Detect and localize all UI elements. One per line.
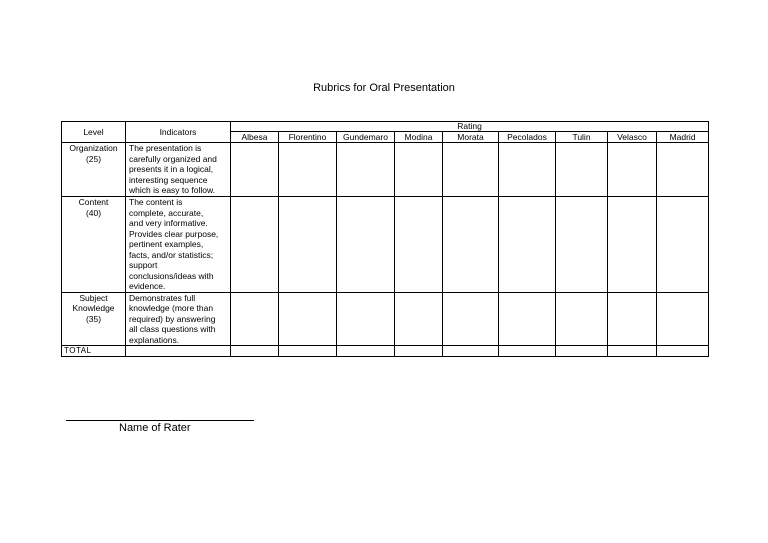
- level-name: Knowledge: [72, 303, 115, 313]
- rater-name: Albesa: [231, 132, 279, 143]
- page-title: Rubrics for Oral Presentation: [313, 82, 455, 94]
- header-rating: Rating: [231, 122, 709, 132]
- total-label: TOTAL: [62, 346, 126, 357]
- level-cell: [62, 143, 126, 197]
- level-points: (35): [85, 313, 102, 324]
- indicator-cell: [126, 143, 231, 197]
- total-cell[interactable]: [279, 346, 337, 357]
- rating-cell[interactable]: [499, 143, 556, 197]
- level-points: (40): [85, 207, 102, 218]
- rater-name: Morata: [443, 132, 499, 143]
- level-name: Organization: [69, 143, 118, 153]
- total-cell[interactable]: [608, 346, 657, 357]
- rater-name: Madrid: [657, 132, 709, 143]
- total-cell[interactable]: [657, 346, 709, 357]
- indicator-line: Provides clear purpose,: [129, 228, 219, 239]
- rater-name: Modina: [395, 132, 443, 143]
- table-row-content: [62, 197, 709, 293]
- rating-cell[interactable]: [657, 197, 709, 293]
- header-indicators: Indicators: [126, 122, 231, 143]
- rater-name: Velasco: [608, 132, 657, 143]
- indicator-line: carefully organized and: [129, 153, 217, 164]
- indicator-line: and very informative.: [129, 218, 208, 228]
- signature-label: Name of Rater: [119, 422, 191, 434]
- signature-line: [66, 420, 254, 421]
- indicator-line: conclusions/ideas with: [129, 270, 214, 281]
- total-cell[interactable]: [499, 346, 556, 357]
- level-points: (25): [85, 153, 102, 164]
- rating-cell[interactable]: [443, 143, 499, 197]
- rating-cell[interactable]: [337, 197, 395, 293]
- indicator-line: The presentation is: [129, 143, 202, 153]
- table-row-subject-knowledge: [62, 292, 709, 346]
- indicator-line: support: [129, 260, 158, 270]
- indicator-line: Demonstrates full: [129, 292, 196, 303]
- rating-cell[interactable]: [443, 292, 499, 346]
- rating-cell[interactable]: [231, 143, 279, 197]
- rating-cell[interactable]: [608, 197, 657, 293]
- total-cell[interactable]: [443, 346, 499, 357]
- rating-cell[interactable]: [556, 292, 608, 346]
- indicator-line: facts, and/or statistics;: [129, 249, 214, 260]
- indicator-line: pertinent examples,: [129, 239, 204, 249]
- level-name: Subject: [79, 292, 108, 303]
- indicator-line: presents it in a logical,: [129, 164, 214, 174]
- indicator-line: which is easy to follow.: [129, 185, 215, 195]
- indicator-line: required) by answering: [129, 313, 216, 324]
- rater-name: Gundemaro: [337, 132, 395, 143]
- rating-cell[interactable]: [395, 143, 443, 197]
- indicator-line: interesting sequence: [129, 174, 208, 185]
- indicator-cell: [126, 292, 231, 346]
- rubric-table: [61, 121, 709, 357]
- total-cell[interactable]: [126, 346, 231, 357]
- rating-cell[interactable]: [337, 143, 395, 197]
- rating-cell[interactable]: [556, 197, 608, 293]
- rating-cell[interactable]: [337, 292, 395, 346]
- rating-cell[interactable]: [499, 197, 556, 293]
- table-row-organization: [62, 143, 709, 197]
- indicator-line: The content is: [129, 197, 183, 207]
- total-cell[interactable]: [395, 346, 443, 357]
- indicator-line: all class questions with: [129, 324, 216, 334]
- header-level: Level: [62, 122, 126, 143]
- total-cell[interactable]: [337, 346, 395, 357]
- indicator-line: evidence.: [129, 281, 166, 291]
- rater-name: Pecolados: [499, 132, 556, 143]
- level-cell: [62, 197, 126, 293]
- level-name: Content: [78, 197, 109, 207]
- table-row-total: [62, 346, 709, 357]
- rater-name: Florentino: [279, 132, 337, 143]
- rating-cell[interactable]: [395, 197, 443, 293]
- indicator-line: complete, accurate,: [129, 207, 204, 218]
- rating-cell[interactable]: [231, 292, 279, 346]
- rating-cell[interactable]: [279, 143, 337, 197]
- indicator-line: explanations.: [129, 334, 180, 345]
- indicator-line: knowledge (more than: [129, 303, 214, 313]
- rating-cell[interactable]: [443, 197, 499, 293]
- rating-cell[interactable]: [395, 292, 443, 346]
- rater-name: Tulin: [556, 132, 608, 143]
- total-cell[interactable]: [231, 346, 279, 357]
- rating-cell[interactable]: [657, 292, 709, 346]
- rating-cell[interactable]: [608, 143, 657, 197]
- total-cell[interactable]: [556, 346, 608, 357]
- rating-cell[interactable]: [499, 292, 556, 346]
- rating-cell[interactable]: [231, 197, 279, 293]
- rating-cell[interactable]: [279, 197, 337, 293]
- rating-cell[interactable]: [657, 143, 709, 197]
- level-cell: [62, 292, 126, 346]
- rating-cell[interactable]: [279, 292, 337, 346]
- rating-cell[interactable]: [608, 292, 657, 346]
- indicator-cell: [126, 197, 231, 293]
- rating-cell[interactable]: [556, 143, 608, 197]
